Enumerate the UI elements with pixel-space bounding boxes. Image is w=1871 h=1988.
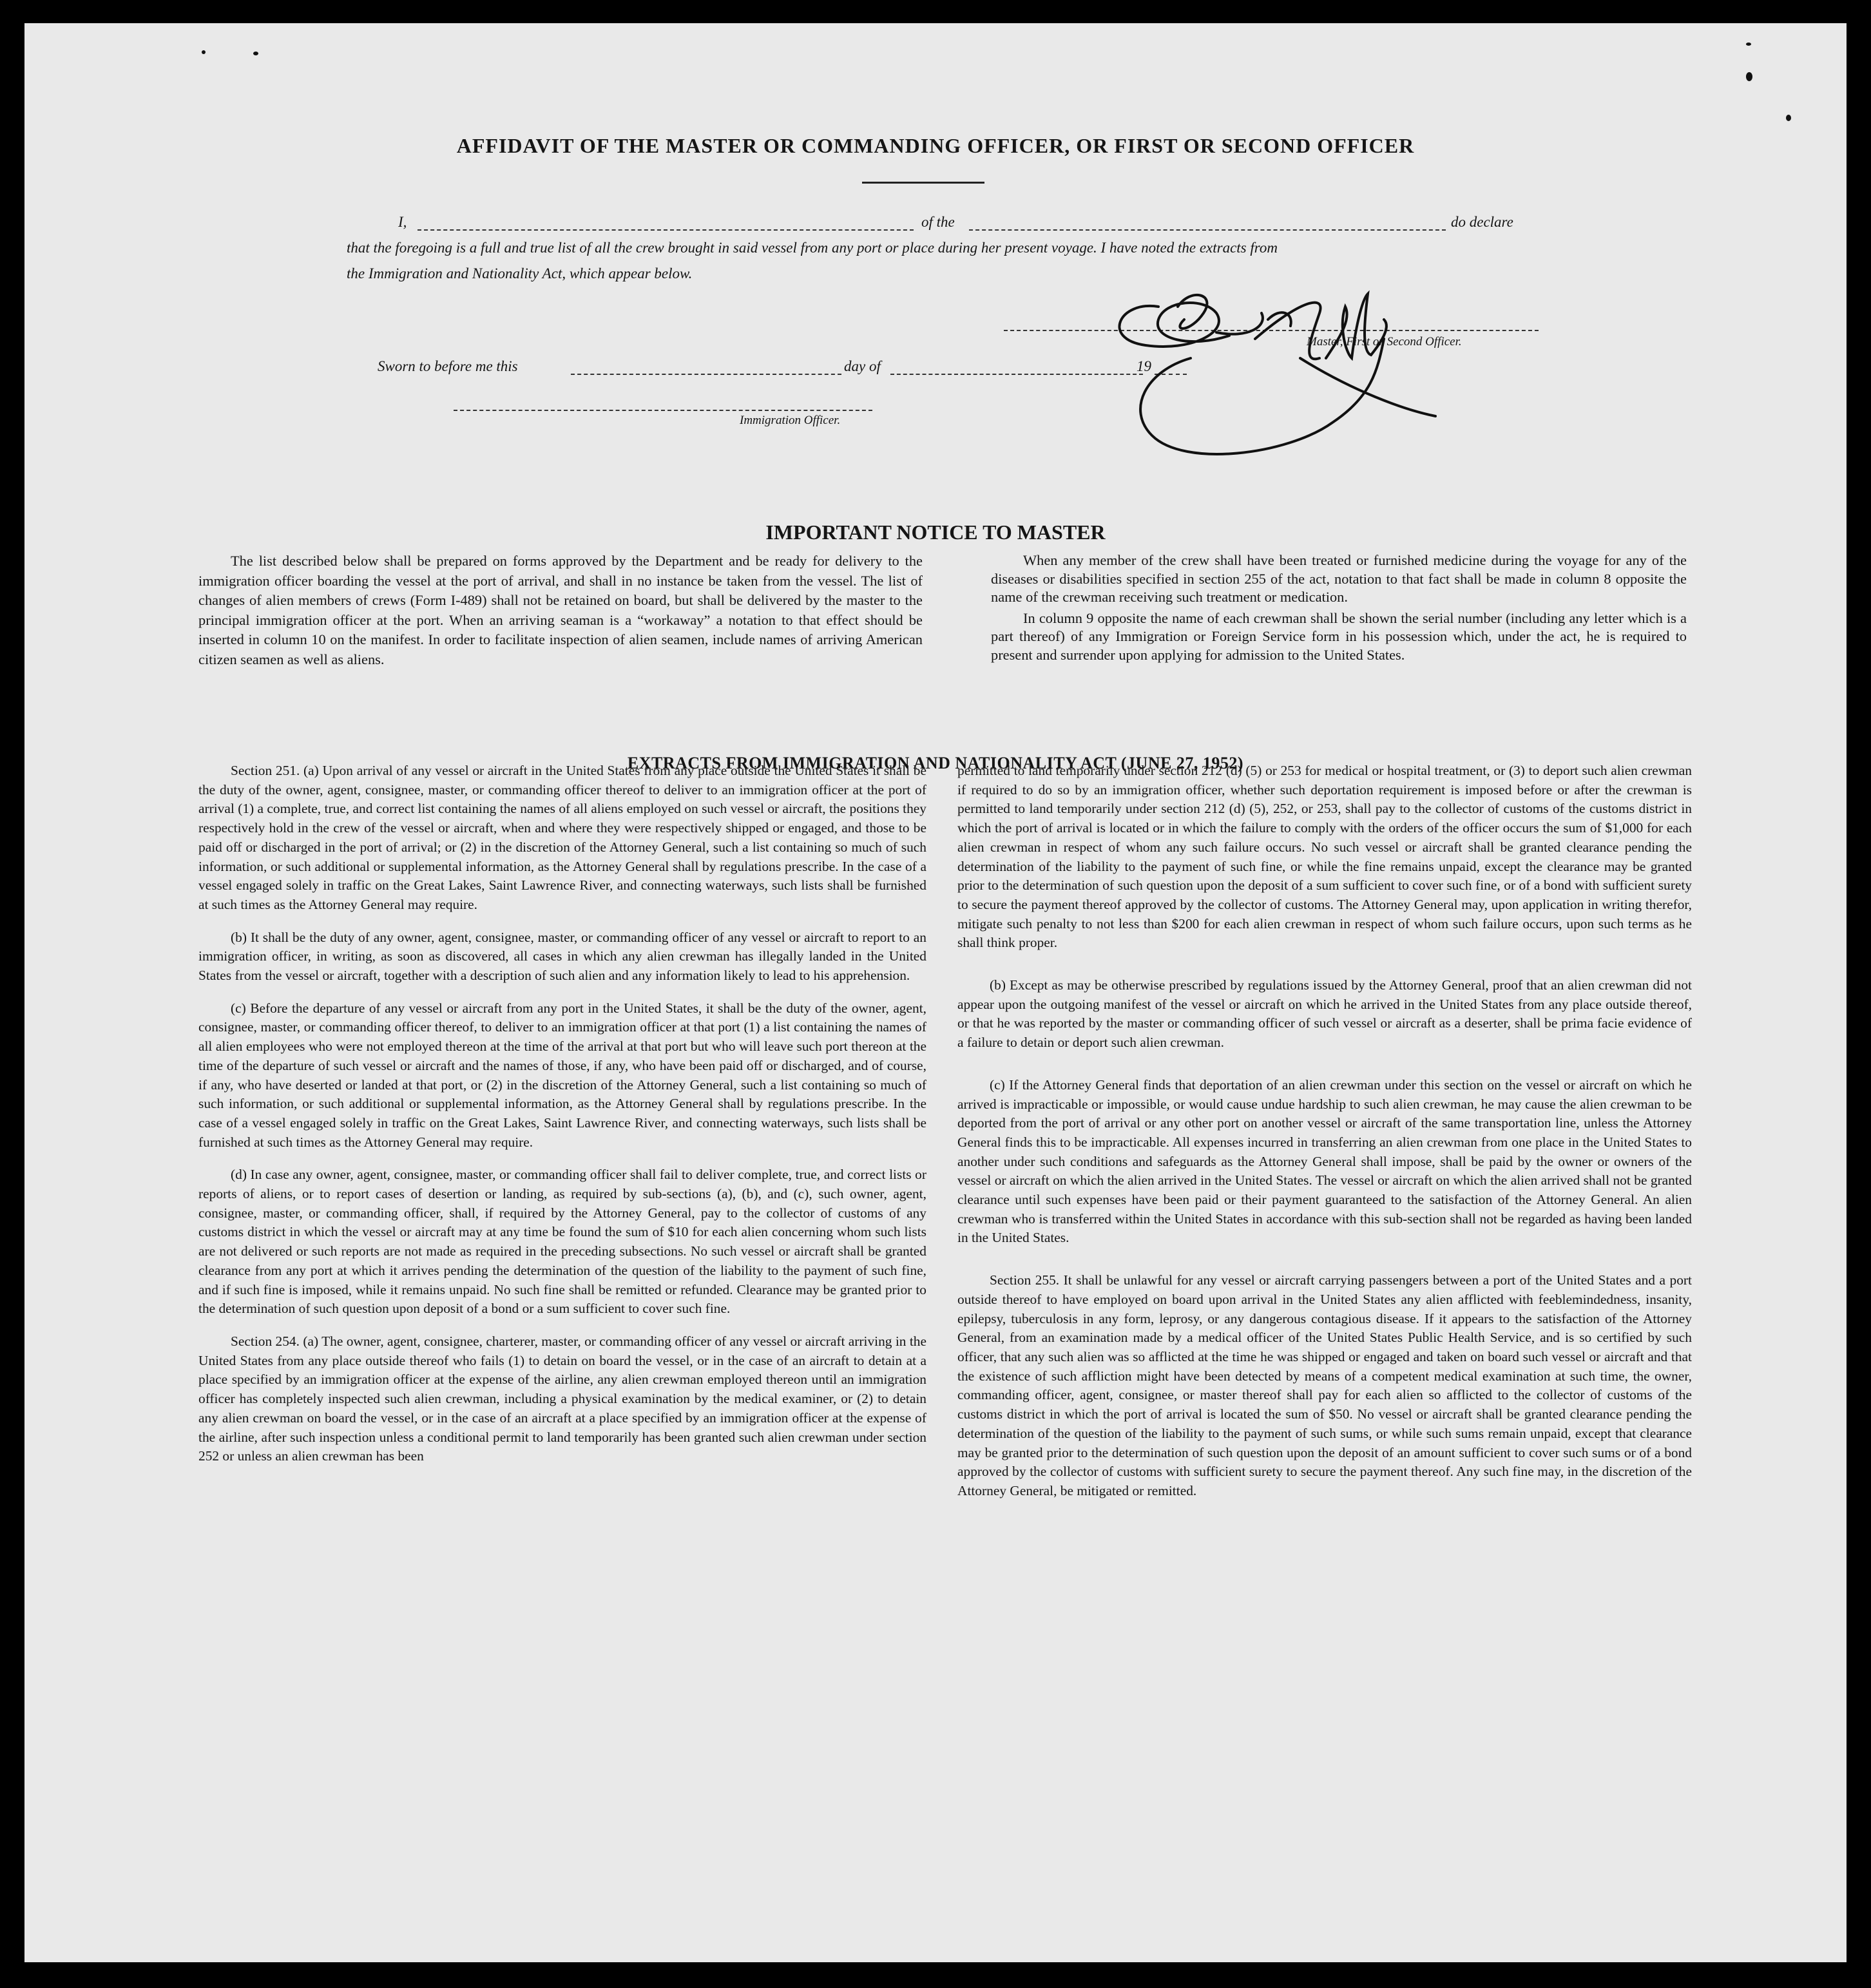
section-251b: (b) It shall be the duty of any owner, agent, consignee, master, or commanding officer of any vessel or aircraft to report to an immigration officer, in writing, as soon as discovered, all cases in which any alien crewman has illegally landed in the United States from the vessel or aircraft, together with a description of such alien and any information likely to lead to his apprehension. xyxy=(198,929,926,984)
section-251c: (c) Before the departure of any vessel or aircraft from any port in the United States, it shall be the duty of the owner, agent, consignee, master, or commanding officer thereof, to deliver to an immigration officer at that port (1) a list containing the names of all alien employees who were not employed thereon at the time of the arrival at that port but who will leave such port thereon at the time of the departure of such vessel or aircraft and the names of those, if any, who have been paid off or discharged, and of course, if any, who have deserted or landed at that port, or (2) in the discretion of the Attorney General, such a list containing so much of such information, or such additional or supplemental information, as the Attorney General shall by regulations prescribe. In the case of a vessel engaged solely in traffic on the Great Lakes, Saint Lawrence River, and connecting waterways, such lists shall be furnished at such times as the Attorney General may require. xyxy=(198,1000,926,1150)
declaration-line-1: that the foregoing is a full and true list of all the crew brought in said vessel from any port or place during her present voyage. I have noted the extracts from xyxy=(347,240,1278,256)
of-the-label: of the xyxy=(921,214,955,230)
section-251d: (d) In case any owner, agent, consignee, master, or commanding officer shall fail to deliver complete, true, and correct lists or reports of aliens, or to report cases of desertion or landing, as required by sub-sections (a), (b), and (c), such owner, agent, consignee, master, or commanding officer, shall, if required by the Attorney General, pay to the collector of customs of any customs district in which the vessel or aircraft may at any time be found the sum of $10 for each alien concerning whom such lists are not delivered or such reports are not made as required in the preceding subsections. No such vessel or aircraft shall be granted clearance from any port at which it arrives pending the determination of the question of the liability to the payment of such fine, and if such fine is imposed, while it remains unpaid. No such fine shall be remitted or refunded. Clearance may be granted prior to the determination of such question upon deposit of a bond or a sum sufficient to cover such fine. xyxy=(198,1167,926,1317)
immigration-officer-line[interactable] xyxy=(454,410,872,411)
affidavit-title: AFFIDAVIT OF THE MASTER OR COMMANDING OFFICER, OR FIRST OR SECOND OFFICER xyxy=(456,134,1415,157)
handwritten-signature xyxy=(1107,262,1468,468)
notice-left-text: The list described below shall be prepared on forms approved by the Department and be ready for delivery to the immigration officer boarding the vessel at the port of arrival, and shall in no instance be taken from the vessel. The list of changes of alien members of crews (Form I-489) shall not be retained on board, but shall be delivered by the master to the principal immigration officer at the port. When an arriving seaman is a “workaway” a notation to that effect should be inserted in column 10 on the manifest. In order to facilitate inspection of alien seamen, include names of arriving American citizen seamen as well as aliens. xyxy=(198,553,923,667)
section-254b: (b) Except as may be otherwise prescribed by regulations issued by the Attorney General, proof that an alien crewman did not appear upon the outgoing manifest of the vessel or aircraft on which he arrived in the United States from any place outside thereof, or that he was reported by the master or commanding officer of such vessel or aircraft as a deserter, shall be prima facie evidence of a failure to detain or deport such alien crewman. xyxy=(957,977,1692,1051)
section-255: Section 255. It shall be unlawful for any vessel or aircraft carrying passengers between a port of the United States and a port outside thereof to have employed on board upon arrival in the United States any alien afflicted with feeblemindedness, insanity, epilepsy, tuberculosis in any form, leprosy, or any dangerous contagious disease. If it appears to the satisfaction of the Attorney General, from an examination made by a medical officer of the United States Public Health Service, and is so certified by such officer, that any such alien was so afflicted at the time he was shipped or engaged and taken on board such vessel or aircraft and that the existence of such affliction might have been detected by means of a competent medical examination at such time, the owner, commanding officer, agent, consignee, or master thereof shall pay for each alien so afflicted to the collector of customs of the customs district in which the port of arrival is located the sum of $50. No vessel or aircraft shall be granted clearance pending the determination of the question of the liability to the payment of such sums, or while such sums remain unpaid, except that clearance may be granted prior to the determination of such question upon the deposit of an amount sufficient to cover such sums or of a bond approved by the collector of customs with sufficient surety to secure the payment thereof. Any such fine may, in the discretion of the Attorney General, be mitigated or remitted. xyxy=(957,1272,1692,1498)
document-page xyxy=(24,23,1847,1962)
notice-right-column xyxy=(991,551,1687,674)
scan-speck xyxy=(1746,72,1752,81)
sworn-label: Sworn to before me this xyxy=(378,358,518,374)
day-of-label: day of xyxy=(844,358,881,374)
notice-title: IMPORTANT NOTICE TO MASTER xyxy=(765,521,1106,544)
extracts-left-column xyxy=(198,761,926,1480)
notice-left-column xyxy=(198,551,923,678)
scan-speck xyxy=(202,50,206,54)
section-251a: Section 251. (a) Upon arrival of any vessel or aircraft in the United States from any place outside the United States it shall be the duty of the owner, agent, consignee, master, or commanding officer thereof to deliver to an immigration officer at the port of arrival (1) a complete, true, and correct list containing the names of all aliens employed on such vessel or aircraft, the positions they respectively hold in the crew of the vessel or aircraft, when and where they were respectively shipped or engaged, and those to be paid off or discharged in the port of arrival; or (2) in the discretion of the Attorney General, such a list containing so much of such information, or such additional or supplemental information, as the Attorney General shall by regulations prescribe. In the case of a vessel engaged solely in traffic on the Great Lakes, Saint Lawrence River, and connecting waterways, such lists shall be furnished at such times as the Attorney General may require. xyxy=(198,763,926,912)
title-underline xyxy=(862,182,984,184)
section-254a: Section 254. (a) The owner, agent, consignee, charterer, master, or commanding officer of any vessel or aircraft arriving in the United States from any place outside thereof who fails (1) to detain on board the vessel, or in the case of an aircraft to detain at a place specified by an immigration officer at the expense of the airline, any alien crewman employed thereon until an immigration officer has completely inspected such alien crewman, including a physical examination by the medical examiner, or (2) to detain any alien crewman on board the vessel, or in the case of an aircraft at a place specified by an immigration officer at the expense of the airline, after such inspection unless a conditional permit to land temporarily has been granted such alien crewman under section 252 or unless an alien crewman has been xyxy=(198,1333,926,1464)
signature-title-label: Master, First or Second Officer. xyxy=(1307,335,1462,349)
sworn-month-line[interactable] xyxy=(890,374,1143,375)
extracts-right-column xyxy=(957,761,1692,1515)
year-prefix: 19 xyxy=(1137,358,1151,374)
vessel-field-line[interactable] xyxy=(969,229,1446,231)
extracts-title: EXTRACTS FROM IMMIGRATION AND NATIONALITY ACT (JUNE 27, 1952) xyxy=(627,754,1244,772)
notice-right-text-2: In column 9 opposite the name of each crewman shall be shown the serial number (including any letter which is a part thereof) of any Immigration or Foreign Service form in his possession which, under the act, he is required to present and surrender upon applying for admission to the United States. xyxy=(991,609,1687,663)
immigration-officer-label: Immigration Officer. xyxy=(740,414,841,427)
scan-speck xyxy=(1786,115,1791,121)
scan-speck xyxy=(1746,43,1751,46)
notice-right-text-1: When any member of the crew shall have been treated or furnished medicine during the voyage for any of the diseases or disabilities specified in section 255 of the act, notation to that fact shall be made in column 8 opposite the name of the crewman receiving such treatment or medication. xyxy=(991,552,1687,606)
name-field-line[interactable] xyxy=(417,229,914,231)
section-254a-continued: permitted to land temporarily under section 212 (d) (5) or 253 for medical or hospital treatment, or (3) to deport such alien crewman if required to do so by an immigration officer, whether such deportation requirement is imposed before or after the crewman is permitted to land temporarily under section 212 (d) (5), 252, or 253, shall pay to the collector of customs of the customs district in which the port of arrival is located or in which the failure to comply with the orders of the officer occurs the sum of $1,000 for each alien crewman in respect of whom any such failure occurs. No such vessel or aircraft shall be granted clearance pending the determination of the liability to the payment of such fine, or while the fine remains unpaid, except the clearance may be granted prior to the determination of such question upon the deposit of a sum sufficient to cover such fine, or of a bond with sufficient surety to secure the payment thereof approved by the collector of customs. The Attorney General may, upon application in writing therefor, mitigate such penalty to not less than $200 for each alien crewman in respect of whom such failure occurs, upon such terms as he shall think proper. xyxy=(957,763,1692,951)
i-label: I, xyxy=(398,214,407,230)
section-254c: (c) If the Attorney General finds that deportation of an alien crewman under this section on the vessel or aircraft on which he arrived is impracticable or impossible, or would cause undue hardship to such alien crewman, he may cause the alien crewman to be deported from the port of arrival or any other port on another vessel or aircraft of the same transportation line, unless the Attorney General finds this to be impracticable. All expenses incurred in transferring an alien crewman from one place in the United States to another under such conditions and safeguards as the Attorney General shall impose, shall be paid by the owner or owners of the vessel or aircraft on which the alien arrived in the United States. The vessel or aircraft on which the alien arrived shall not be granted clearance until such expenses have been paid or their payment guaranteed to the satisfaction of the Attorney General. An alien crewman who is transferred within the United States in accordance with this sub-section shall not be regarded as having been landed in the United States. xyxy=(957,1076,1692,1246)
do-declare-label: do declare xyxy=(1451,214,1513,230)
scan-speck xyxy=(253,52,258,55)
declaration-line-2: the Immigration and Nationality Act, which appear below. xyxy=(347,265,693,282)
sworn-day-line[interactable] xyxy=(571,374,841,375)
